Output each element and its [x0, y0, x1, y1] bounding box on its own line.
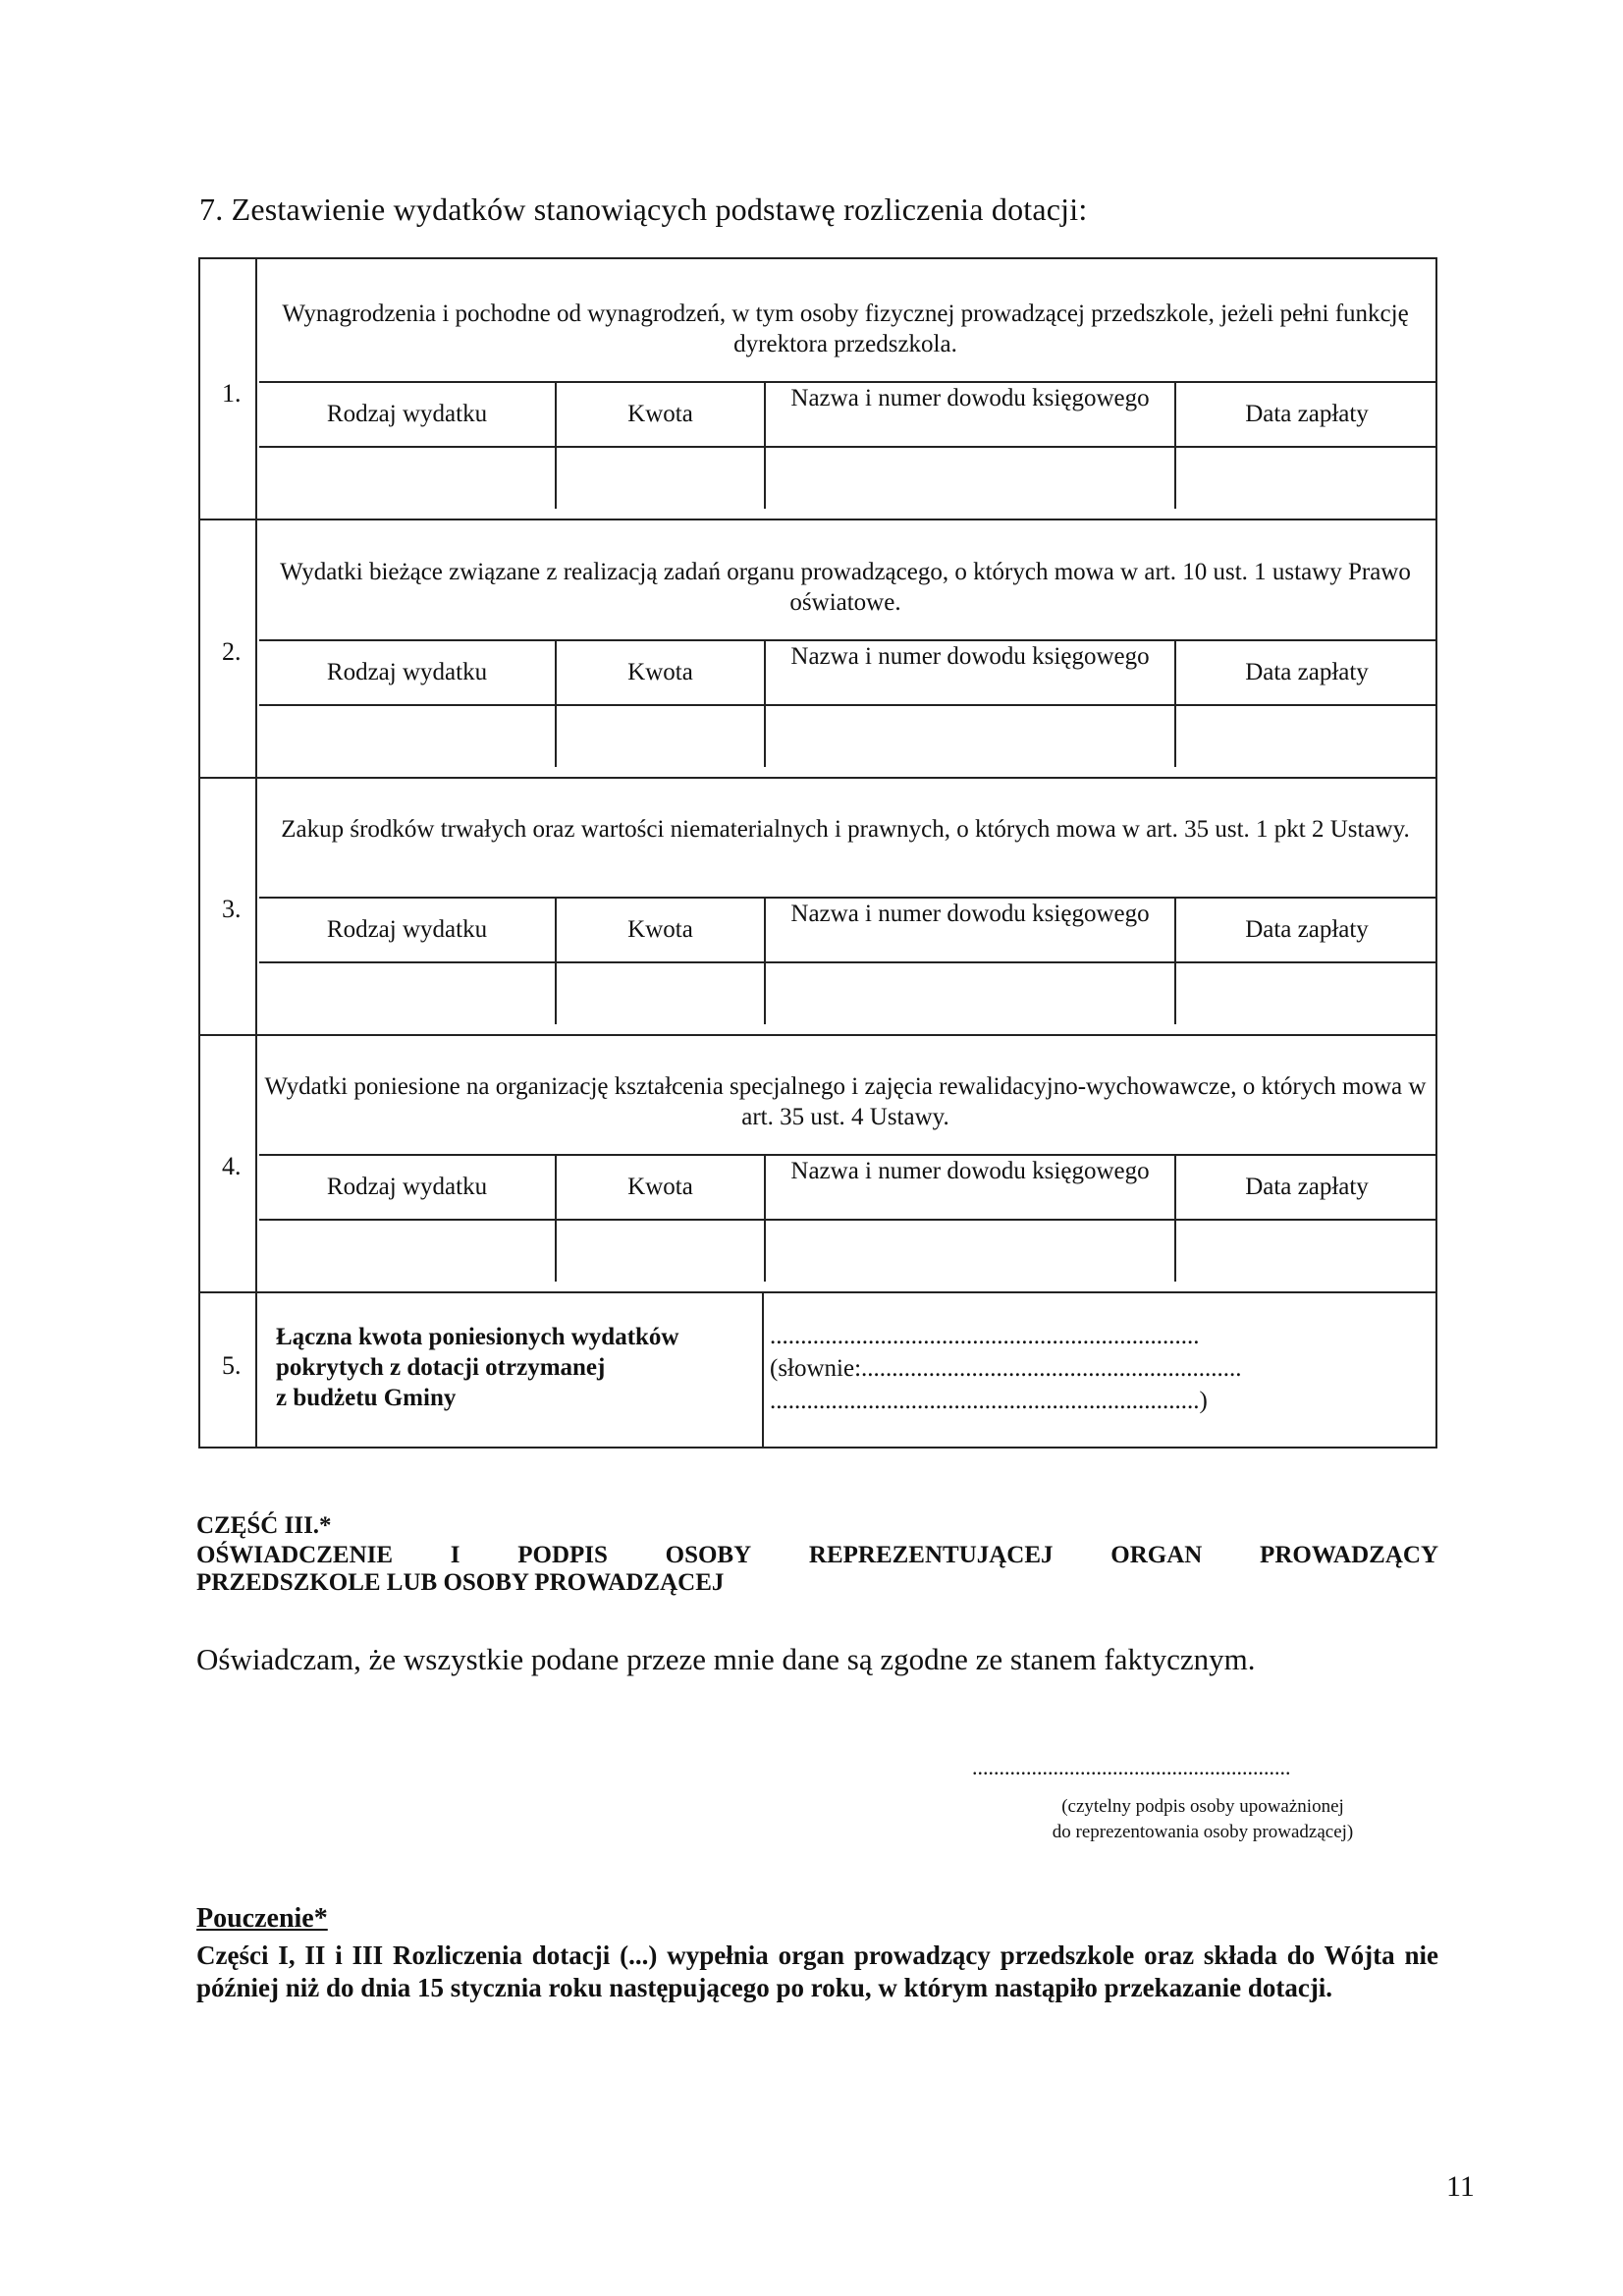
- total-label: [276, 1322, 767, 1413]
- heading-word: OSOBY: [665, 1542, 752, 1568]
- column-header: Rodzaj wydatku: [326, 401, 488, 427]
- amount-in-words-dots: (słownie:..............................................................: [770, 1355, 1242, 1382]
- number-column-divider: [255, 259, 257, 1447]
- signature-caption-line: (czytelny podpis osoby upoważnionej: [1061, 1796, 1344, 1817]
- column-header: Data zapłaty: [1245, 401, 1369, 427]
- part3-header: [196, 1512, 1438, 1597]
- row-number: 2.: [222, 637, 242, 666]
- expense-subtable: [259, 381, 1437, 511]
- expense-subtable: [259, 1154, 1437, 1284]
- column-header: Kwota: [627, 1174, 693, 1200]
- signature-caption-line: do reprezentowania osoby prowadzącej): [1052, 1822, 1354, 1842]
- expense-subtable: [259, 897, 1437, 1026]
- total-label-line: pokrytych z dotacji otrzymanej: [276, 1354, 606, 1381]
- note-text: Części I, II i III Rozliczenia dotacji (...) wypełnia organ prowadzący przedszkole oraz składa do Wójta nie później niż do dnia 15 stycznia roku następującego po roku, w którym nastąpiło przekazanie dotacji.: [196, 1941, 1438, 2002]
- row-separator: [200, 777, 1435, 779]
- row-separator: [200, 1291, 1435, 1293]
- row-number: 3.: [222, 895, 242, 923]
- group-description: Wydatki poniesione na organizację kształcenia specjalnego i zajęcia rewalidacyjno-wychowawcze, o których mowa w art. 35 ust. 4 Ustawy.: [264, 1073, 1427, 1130]
- column-header: Kwota: [627, 916, 693, 943]
- row-number: 1.: [222, 379, 242, 408]
- column-header: Data zapłaty: [1245, 659, 1369, 685]
- heading-word: ORGAN: [1110, 1542, 1203, 1568]
- part3-heading-line2: PRZEDSZKOLE LUB OSOBY PROWADZĄCEJ: [196, 1569, 725, 1596]
- row-separator: [200, 1034, 1435, 1036]
- column-header: Kwota: [627, 659, 693, 685]
- column-header: Kwota: [627, 401, 693, 427]
- heading-word: OŚWIADCZENIE: [196, 1542, 394, 1568]
- column-header: Nazwa i numer dowodu księgowego: [790, 385, 1150, 411]
- row-separator: [200, 519, 1435, 520]
- amount-dots: ......................................................................: [770, 1323, 1200, 1349]
- column-header: Rodzaj wydatku: [326, 1174, 488, 1200]
- group-description: Wynagrodzenia i pochodne od wynagrodzeń, w tym osoby fizycznej prowadzącej przedszkole, jeżeli pełni funkcję dyrektora przedszkola.: [282, 301, 1409, 357]
- signature-field[interactable]: ...........................................................: [972, 1755, 1291, 1779]
- note-title: Pouczenie*: [196, 1903, 328, 1934]
- heading-word: REPREZENTUJĄCEJ: [808, 1542, 1054, 1568]
- column-header: Data zapłaty: [1245, 916, 1369, 943]
- signature-caption: [982, 1794, 1424, 1845]
- section-title: 7. Zestawienie wydatków stanowiących podstawę rozliczenia dotacji:: [199, 191, 1088, 227]
- column-header: Rodzaj wydatku: [326, 916, 488, 943]
- part3-heading: [196, 1542, 1438, 1569]
- expense-table: [198, 257, 1437, 1449]
- group-description: Wydatki bieżące związane z realizacją zadań organu prowadzącego, o których mowa w art. 10 ust. 1 ustawy Prawo oświatowe.: [280, 559, 1411, 616]
- column-header: Nazwa i numer dowodu księgowego: [790, 901, 1150, 927]
- declaration-text: Oświadczam, że wszystkie podane przeze mnie dane są zgodne ze stanem faktycznym.: [196, 1642, 1256, 1676]
- row-number: 4.: [222, 1152, 242, 1180]
- part3-title: CZĘŚĆ III.*: [196, 1512, 332, 1539]
- group-description: Zakup środków trwałych oraz wartości niematerialnych i prawnych, o których mowa w art. 35 ust. 1 pkt 2 Ustawy.: [281, 816, 1410, 843]
- heading-word: PROWADZĄCY: [1260, 1542, 1438, 1568]
- row-number: 5.: [222, 1351, 242, 1380]
- amount-dots-closing: ......................................................................): [770, 1388, 1208, 1414]
- page-number: 11: [1446, 2170, 1475, 2203]
- total-label-line: z budżetu Gminy: [276, 1385, 457, 1411]
- column-header: Data zapłaty: [1245, 1174, 1369, 1200]
- expense-subtable: [259, 639, 1437, 769]
- column-header: Nazwa i numer dowodu księgowego: [790, 643, 1150, 670]
- heading-word: I: [450, 1542, 460, 1568]
- heading-word: PODPIS: [517, 1542, 608, 1568]
- column-header: Rodzaj wydatku: [326, 659, 488, 685]
- total-label-line: Łączna kwota poniesionych wydatków: [276, 1324, 679, 1350]
- total-amount-field[interactable]: [770, 1320, 1428, 1417]
- column-header: Nazwa i numer dowodu księgowego: [790, 1158, 1150, 1184]
